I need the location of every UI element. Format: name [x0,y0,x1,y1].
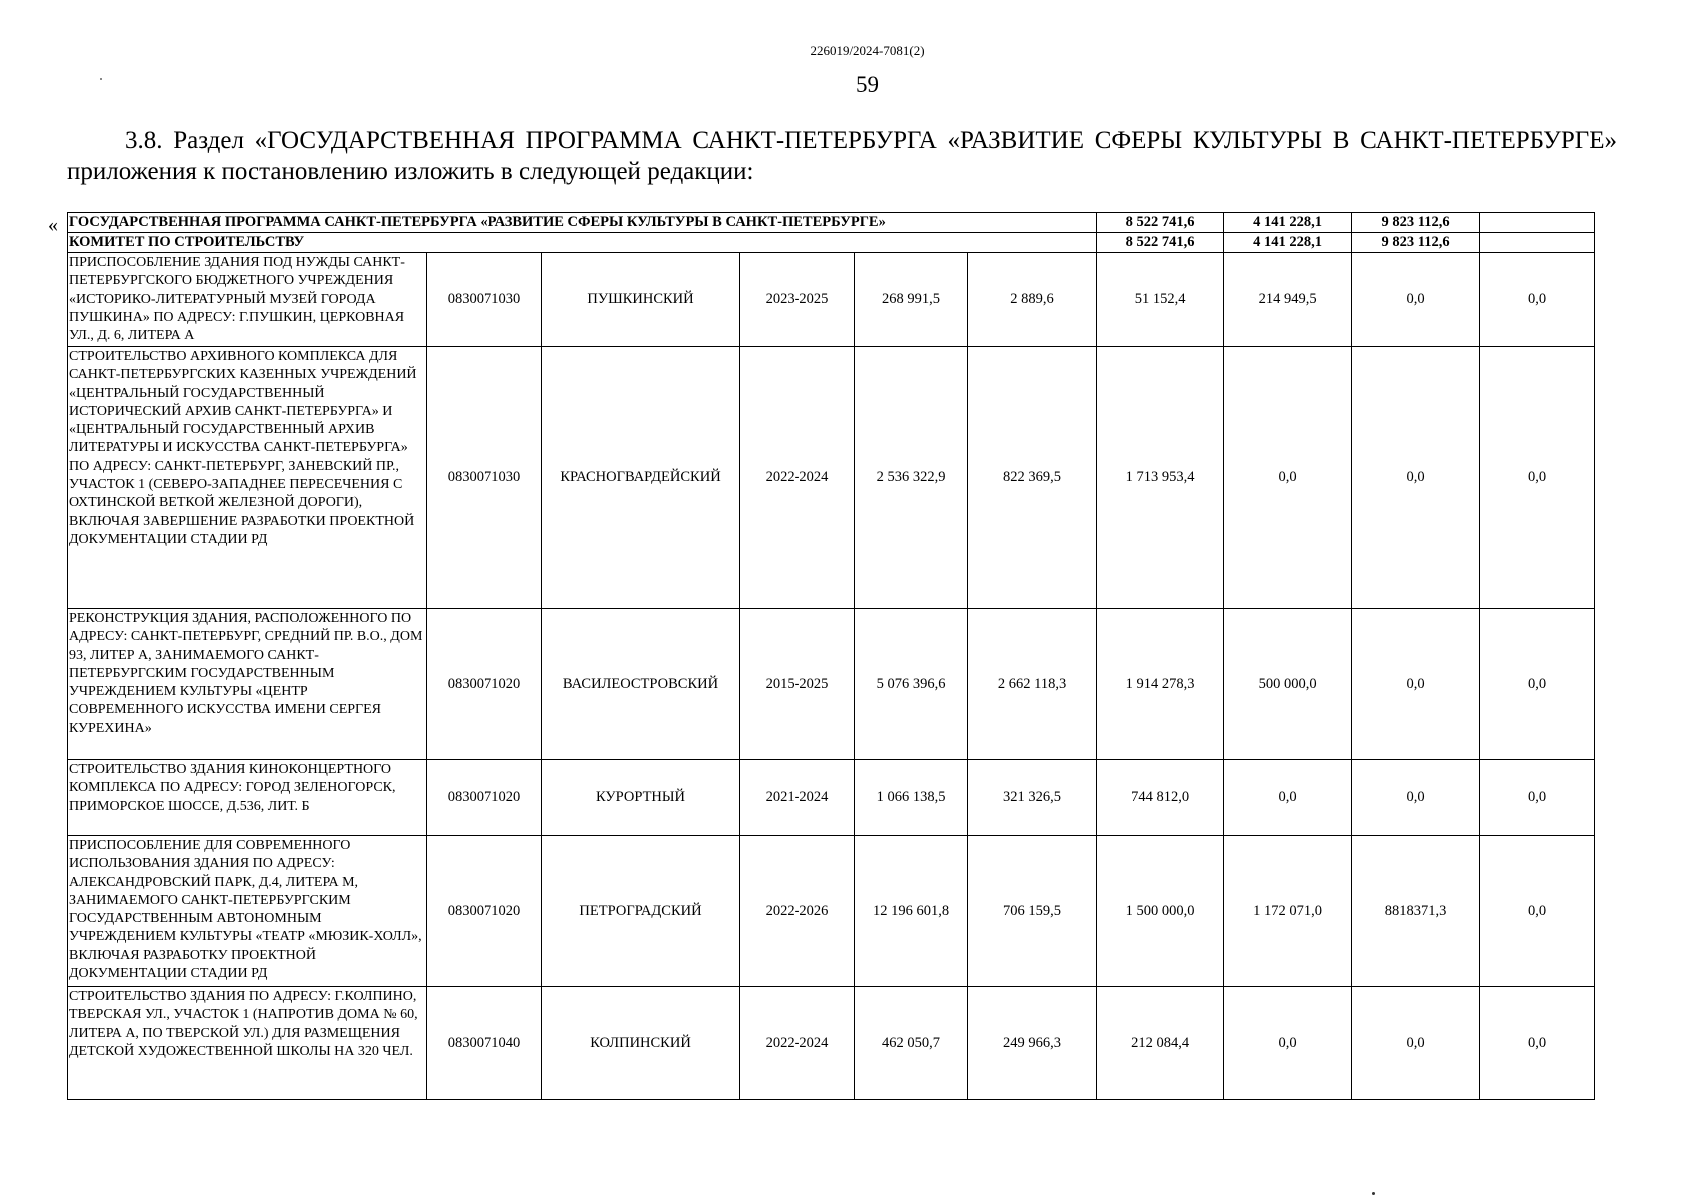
year-3-amount: 0,0 [1352,760,1480,836]
prior-funding: 249 966,3 [968,987,1097,1100]
total-cost: 1 066 138,5 [855,760,968,836]
document-number: 226019/2024-7081(2) [810,43,925,58]
prior-funding: 2 662 118,3 [968,609,1097,760]
budget-code: 0830071030 [427,347,542,609]
year-1-amount: 1 500 000,0 [1097,836,1224,987]
prior-funding: 2 889,6 [968,253,1097,347]
year-4-amount: 0,0 [1480,760,1595,836]
program-title: ГОСУДАРСТВЕННАЯ ПРОГРАММА САНКТ-ПЕТЕРБУРГА «РАЗВИТИЕ СФЕРЫ КУЛЬТУРЫ В САНКТ-ПЕТЕРБУРГЕ» [68,213,1097,233]
year-4-amount: 0,0 [1480,836,1595,987]
project-name: ПРИСПОСОБЛЕНИЕ ДЛЯ СОВРЕМЕННОГО ИСПОЛЬЗОВАНИЯ ЗДАНИЯ ПО АДРЕСУ: АЛЕКСАНДРОВСКИЙ ПАРК, Д.4, ЛИТЕРА М, ЗАНИМАЕМОГО САНКТ-ПЕТЕРБУРГСКИМ ГОСУДАРСТВЕННЫМ АВТОНОМНЫМ УЧРЕЖДЕНИЕМ КУЛЬТУРЫ «ТЕАТР «МЮЗИК-ХОЛЛ», ВКЛЮЧАЯ РАЗРАБОТКУ ПРОЕКТНОЙ ДОКУМЕНТАЦИИ СТАДИИ РД [68,836,427,987]
period: 2015-2025 [740,609,855,760]
project-name: СТРОИТЕЛЬСТВО ЗДАНИЯ ПО АДРЕСУ: Г.КОЛПИНО, ТВЕРСКАЯ УЛ., УЧАСТОК 1 (НАПРОТИВ ДОМА № 60, ЛИТЕРА А, ПО ТВЕРСКОЙ УЛ.) ДЛЯ РАЗМЕЩЕНИЯ ДЕТСКОЙ ХУДОЖЕСТВЕННОЙ ШКОЛЫ НА 320 ЧЕЛ. [68,987,427,1100]
year-2-amount: 0,0 [1224,347,1352,609]
district: КРАСНОГВАРДЕЙСКИЙ [542,347,740,609]
year-3-amount: 0,0 [1352,609,1480,760]
period: 2022-2026 [740,836,855,987]
page-number: 59 [856,72,879,97]
intro-paragraph [67,125,1617,187]
project-row [68,253,1595,347]
total-cost: 12 196 601,8 [855,836,968,987]
intro-line-2: приложения к постановлению изложить в следующей редакции: [67,158,754,185]
committee-title: КОМИТЕТ ПО СТРОИТЕЛЬСТВУ [68,233,1097,253]
year-3-amount: 0,0 [1352,253,1480,347]
district: КОЛПИНСКИЙ [542,987,740,1100]
year-1-amount: 1 914 278,3 [1097,609,1224,760]
project-row [68,347,1595,609]
budget-code: 0830071020 [427,609,542,760]
year-3-amount: 0,0 [1352,987,1480,1100]
budget-table [67,212,1595,1100]
year-4-amount: 0,0 [1480,609,1595,760]
year-1-amount: 744 812,0 [1097,760,1224,836]
total-cost: 268 991,5 [855,253,968,347]
program-value-3: 9 823 112,6 [1352,213,1480,233]
year-1-amount: 1 713 953,4 [1097,347,1224,609]
total-cost: 462 050,7 [855,987,968,1100]
budget-code: 0830071020 [427,836,542,987]
period: 2022-2024 [740,347,855,609]
committee-total-row [68,233,1595,253]
project-row [68,609,1595,760]
project-name: ПРИСПОСОБЛЕНИЕ ЗДАНИЯ ПОД НУЖДЫ САНКТ-ПЕТЕРБУРГСКОГО БЮДЖЕТНОГО УЧРЕЖДЕНИЯ «ИСТОРИКО-ЛИТЕРАТУРНЫЙ МУЗЕЙ ГОРОДА ПУШКИНА» ПО АДРЕСУ: Г.ПУШКИН, ЦЕРКОВНАЯ УЛ., Д. 6, ЛИТЕРА А [68,253,427,347]
year-3-amount: 8818371,3 [1352,836,1480,987]
program-value-1: 8 522 741,6 [1097,213,1224,233]
program-value-2: 4 141 228,1 [1224,213,1352,233]
year-2-amount: 0,0 [1224,760,1352,836]
project-row [68,987,1595,1100]
committee-value-1: 8 522 741,6 [1097,233,1224,253]
project-name: СТРОИТЕЛЬСТВО ЗДАНИЯ КИНОКОНЦЕРТНОГО КОМПЛЕКСА ПО АДРЕСУ: ГОРОД ЗЕЛЕНОГОРСК, ПРИМОРСКОЕ ШОССЕ, Д.536, ЛИТ. Б [68,760,427,836]
committee-value-2: 4 141 228,1 [1224,233,1352,253]
period: 2023-2025 [740,253,855,347]
program-value-4 [1480,213,1595,233]
budget-code: 0830071030 [427,253,542,347]
year-2-amount: 1 172 071,0 [1224,836,1352,987]
district: ПЕТРОГРАДСКИЙ [542,836,740,987]
district: ВАСИЛЕОСТРОВСКИЙ [542,609,740,760]
year-4-amount: 0,0 [1480,347,1595,609]
project-name: СТРОИТЕЛЬСТВО АРХИВНОГО КОМПЛЕКСА ДЛЯ САНКТ-ПЕТЕРБУРГСКИХ КАЗЕННЫХ УЧРЕЖДЕНИЙ «ЦЕНТРАЛЬНЫЙ ГОСУДАРСТВЕННЫЙ ИСТОРИЧЕСКИЙ АРХИВ САНКТ-ПЕТЕРБУРГА» И «ЦЕНТРАЛЬНЫЙ ГОСУДАРСТВЕННЫЙ АРХИВ ЛИТЕРАТУРЫ И ИСКУССТВА САНКТ-ПЕТЕРБУРГА» ПО АДРЕСУ: САНКТ-ПЕТЕРБУРГ, ЗАНЕВСКИЙ ПР., УЧАСТОК 1 (СЕВЕРО-ЗАПАДНЕЕ ПЕРЕСЕЧЕНИЯ С ОХТИНСКОЙ ВЕТКОЙ ЖЕЛЕЗНОЙ ДОРОГИ), ВКЛЮЧАЯ ЗАВЕРШЕНИЕ РАЗРАБОТКИ ПРОЕКТНОЙ ДОКУМЕНТАЦИИ СТАДИИ РД [68,347,427,609]
year-3-amount: 0,0 [1352,347,1480,609]
year-2-amount: 500 000,0 [1224,609,1352,760]
year-1-amount: 51 152,4 [1097,253,1224,347]
year-4-amount: 0,0 [1480,253,1595,347]
project-row [68,760,1595,836]
project-row [68,836,1595,987]
district: КУРОРТНЫЙ [542,760,740,836]
project-name: РЕКОНСТРУКЦИЯ ЗДАНИЯ, РАСПОЛОЖЕННОГО ПО АДРЕСУ: САНКТ-ПЕТЕРБУРГ, СРЕДНИЙ ПР. В.О., ДОМ 93, ЛИТЕР А, ЗАНИМАЕМОГО САНКТ-ПЕТЕРБУРГСКИМ ГОСУДАРСТВЕННЫМ УЧРЕЖДЕНИЕМ КУЛЬТУРЫ «ЦЕНТР СОВРЕМЕННОГО ИСКУССТВА ИМЕНИ СЕРГЕЯ КУРЕХИНА» [68,609,427,760]
budget-code: 0830071040 [427,987,542,1100]
prior-funding: 706 159,5 [968,836,1097,987]
opening-quote-mark: « [48,214,58,236]
program-total-row [68,213,1595,233]
year-1-amount: 212 084,4 [1097,987,1224,1100]
scan-mark [1372,1192,1375,1195]
period: 2021-2024 [740,760,855,836]
total-cost: 5 076 396,6 [855,609,968,760]
year-2-amount: 214 949,5 [1224,253,1352,347]
prior-funding: 321 326,5 [968,760,1097,836]
period: 2022-2024 [740,987,855,1100]
year-4-amount: 0,0 [1480,987,1595,1100]
prior-funding: 822 369,5 [968,347,1097,609]
year-2-amount: 0,0 [1224,987,1352,1100]
total-cost: 2 536 322,9 [855,347,968,609]
budget-code: 0830071020 [427,760,542,836]
intro-line-1: 3.8. Раздел «ГОСУДАРСТВЕННАЯ ПРОГРАММА САНКТ-ПЕТЕРБУРГА «РАЗВИТИЕ СФЕРЫ КУЛЬТУРЫ В САНКТ-ПЕТЕРБУРГЕ» [125,127,1617,154]
committee-value-3: 9 823 112,6 [1352,233,1480,253]
district: ПУШКИНСКИЙ [542,253,740,347]
committee-value-4 [1480,233,1595,253]
